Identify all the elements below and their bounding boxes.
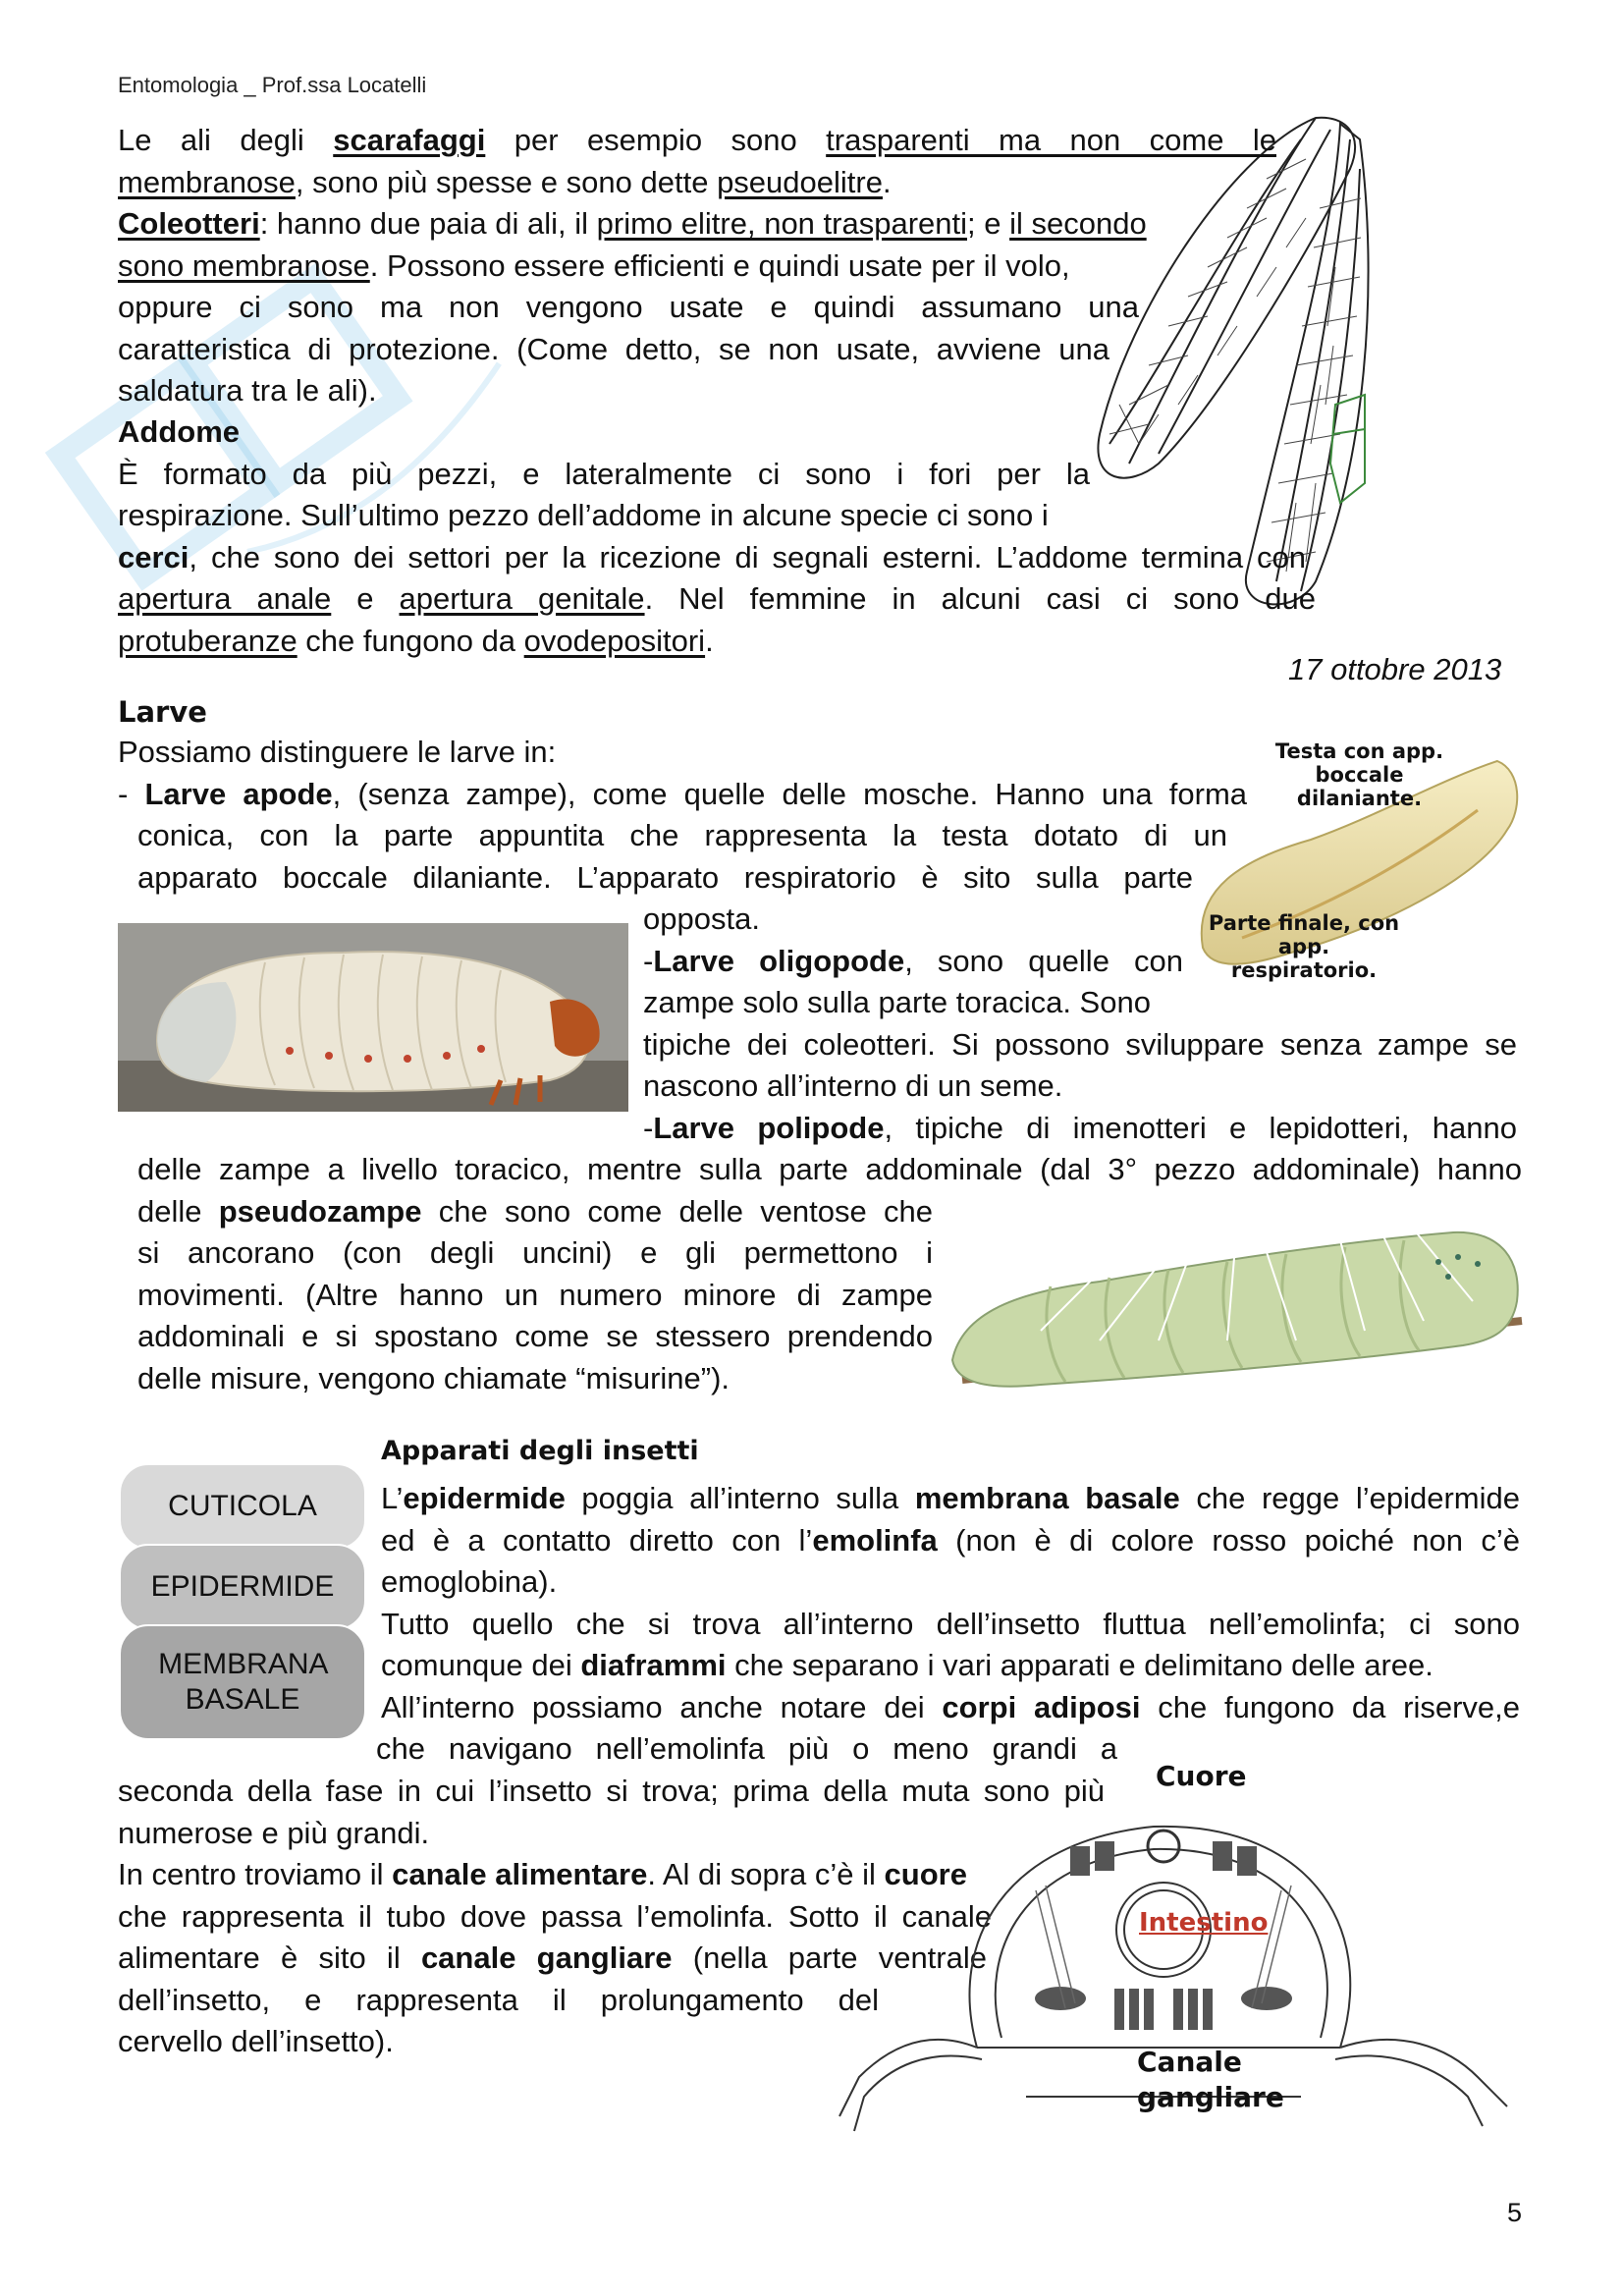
text-line: numerose e più grandi. xyxy=(118,1815,430,1850)
apparati-paragraph xyxy=(376,1478,1522,1771)
label-gangliare: gangliare xyxy=(1137,2081,1284,2113)
text-line: zampe solo sulla parte toracica. Sono xyxy=(643,985,1151,1019)
caterpillar-illustration xyxy=(943,1203,1527,1419)
grub-icon xyxy=(118,923,628,1112)
oligopode-paragraph xyxy=(643,899,1522,1149)
label-intestino: Intestino xyxy=(1139,1908,1269,1938)
text-line: caratteristica di protezione. (Come detto, se non usate, avviene una xyxy=(118,331,1109,366)
text-line: apertura anale e apertura genitale. Nel femmine in alcuni casi ci sono due xyxy=(118,581,1317,616)
lecture-date: 17 ottobre 2013 xyxy=(1288,652,1502,686)
text-line: seconda della fase in cui l’insetto si trova; prima della muta sono più xyxy=(118,1774,1105,1808)
text-line: addominali e si spostano come se stessero prendendo xyxy=(137,1319,933,1353)
text-line: protuberanze che fungono da ovodepositori. xyxy=(118,623,714,658)
text-line: si ancorano (con degli uncini) e gli permettono i xyxy=(137,1235,933,1270)
text-line: delle misure, vengono chiamate “misurine”). xyxy=(137,1360,730,1395)
text-line: Le ali degli scarafaggi per esempio sono trasparenti ma non come le xyxy=(118,123,1276,157)
text-line: che navigano nell’emolinfa più o meno grandi a xyxy=(376,1731,1117,1766)
text-line: delle zampe a livello toracico, mentre sulla parte addominale (dal 3° pezzo addominale) hanno xyxy=(137,1152,1522,1186)
addome-heading: Addome xyxy=(118,414,240,449)
label-canale-gangliare xyxy=(1137,2045,1284,2115)
text-line: cerci, che sono dei settori per la ricezione di segnali esterni. L’addome termina con xyxy=(118,539,1306,574)
text-line: oppure ci sono ma non vengono usate e quindi assumano una xyxy=(118,290,1139,324)
text-line: opposta. xyxy=(643,902,760,936)
text-line: In centro troviamo il canale alimentare. Al di sopra c’è il cuore xyxy=(118,1857,967,1891)
text-line: All’interno possiamo anche notare dei corpi adiposi che fungono da riserve,e xyxy=(381,1689,1521,1724)
caterpillar-icon xyxy=(943,1203,1527,1419)
text-line: che rappresenta il tubo dove passa l’emolinfa. Sotto il canale xyxy=(118,1898,992,1934)
text-line: - Larve apode, (senza zampe), come quelle delle mosche. Hanno una forma xyxy=(118,776,1248,811)
larve-heading: Larve xyxy=(118,695,207,729)
layer-membrana-basale: MEMBRANA BASALE xyxy=(119,1624,366,1740)
text-line: delle pseudozampe che sono come delle ventose che xyxy=(137,1193,933,1229)
text-line: nascono all’interno di un seme. xyxy=(643,1068,1063,1103)
addome-section xyxy=(118,411,1355,662)
text-line: È formato da più pezzi, e lateralmente ci sono i fori per la xyxy=(118,456,1090,491)
caption-testa: Testa con app. boccale dilaniante. xyxy=(1274,739,1444,810)
layer-epidermide: EPIDERMIDE xyxy=(119,1544,366,1630)
layer-cuticola: CUTICOLA xyxy=(119,1463,366,1550)
text-line: Possiamo distinguere le larve in: xyxy=(118,735,557,769)
text-line: movimenti. (Altre hanno un numero minore di zampe xyxy=(137,1277,933,1312)
caption-parte-finale: Parte finale, con app. respiratorio. xyxy=(1208,911,1400,982)
text-line: apparato boccale dilaniante. L’apparato respiratorio è sito sulla parte xyxy=(137,859,1193,895)
label-cuore: Cuore xyxy=(1156,1760,1247,1792)
text-line: conica, con la parte appuntita che rappresenta la testa dotato di un xyxy=(137,818,1227,852)
text-line: respirazione. Sull’ultimo pezzo dell’addome in alcune specie ci sono i xyxy=(118,498,1049,532)
larve-paragraph xyxy=(118,732,1522,899)
label-canale: Canale xyxy=(1137,2046,1242,2078)
text-line: saldatura tra le ali). xyxy=(118,373,377,408)
wings-paragraph xyxy=(118,120,1276,412)
apparati-heading: Apparati degli insetti xyxy=(381,1436,699,1466)
text-line: -Larve polipode, tipiche di imenotteri e lepidotteri, hanno xyxy=(643,1110,1518,1145)
text-line: alimentare è sito il canale gangliare (nella parte ventrale xyxy=(118,1941,987,1975)
text-line: Coleotteri: hanno due paia di ali, il primo elitre, non trasparenti; e il secondo xyxy=(118,206,1147,241)
larva-oligopoda-photo xyxy=(118,923,628,1112)
text-line: comunque dei diaframmi che separano i vari apparati e delimitano delle aree. xyxy=(381,1648,1434,1682)
page-number: 5 xyxy=(1506,2198,1522,2227)
text-line: membranose, sono più spesse e sono dette pseudoelitre. xyxy=(118,164,892,199)
text-line: ed è a contatto diretto con l’emolinfa (non è di colore rosso poiché non c’è xyxy=(381,1522,1520,1558)
text-line: -Larve oligopode, sono quelle con xyxy=(643,943,1183,978)
text-line: cervello dell’insetto). xyxy=(118,2024,394,2058)
text-line: L’epidermide poggia all’interno sulla membrana basale che regge l’epidermide xyxy=(381,1481,1520,1515)
document-header: Entomologia _ Prof.ssa Locatelli xyxy=(118,73,427,97)
text-line: emoglobina). xyxy=(381,1564,558,1599)
text-line: sono membranose. Possono essere efficienti e quindi usate per il volo, xyxy=(118,247,1070,283)
text-line: dell’insetto, e rappresenta il prolungamento del xyxy=(118,1982,879,2017)
text-line: tipiche dei coleotteri. Si possono sviluppare senza zampe se xyxy=(643,1026,1517,1062)
text-line: Tutto quello che si trova all’interno dell’insetto fluttua nell’emolinfa; ci sono xyxy=(381,1606,1520,1641)
